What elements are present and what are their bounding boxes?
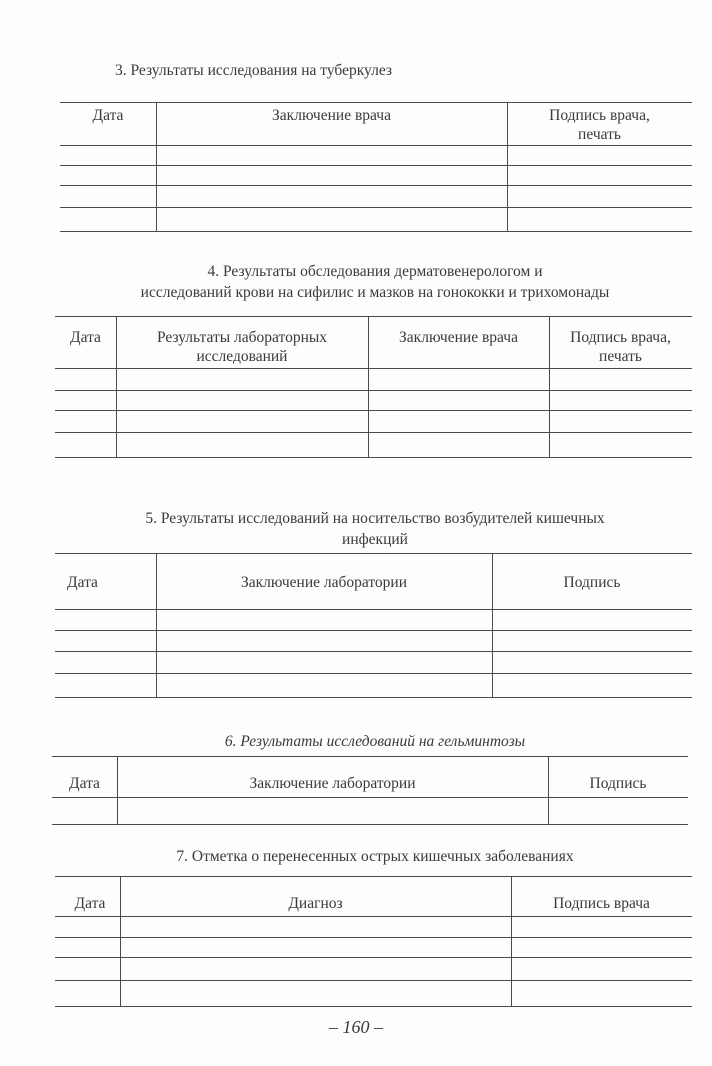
column-header-conclusion: Заключение врача bbox=[272, 107, 391, 124]
section-4-table bbox=[55, 316, 692, 458]
column-header-signature: Подпись врача, печать bbox=[549, 107, 650, 143]
column-header-date: Дата bbox=[67, 574, 98, 591]
section-3-table bbox=[60, 102, 692, 232]
column-header-date: Дата bbox=[92, 107, 124, 124]
section-6-title: 6. Результаты исследований на гельминтозы bbox=[224, 733, 526, 750]
section-7-table bbox=[55, 876, 692, 1007]
column-header-conclusion: Заключение врача bbox=[399, 329, 518, 346]
section-5-title: 5. Результаты исследований на носительство возбудителей кишечных инфекций bbox=[145, 510, 605, 548]
section-4-title: 4. Результаты обследования дерматовенерологом и исследований крови на сифилис и мазков на гонококки и трихомонады bbox=[140, 263, 610, 301]
column-header-signature: Подпись врача, печать bbox=[570, 329, 671, 365]
section-7-title: 7. Отметка о перенесенных острых кишечных заболеваниях bbox=[176, 848, 574, 865]
section-3-title: 3. Результаты исследования на туберкулез bbox=[115, 62, 393, 79]
section-6-table bbox=[52, 756, 688, 825]
column-header-date: Дата bbox=[74, 895, 106, 912]
column-header-doctor-signature: Подпись врача bbox=[553, 895, 650, 912]
column-header-signature: Подпись bbox=[589, 775, 647, 792]
column-header-date: Дата bbox=[69, 775, 100, 792]
column-header-signature: Подпись bbox=[563, 574, 621, 591]
column-header-date: Дата bbox=[70, 329, 101, 346]
column-header-lab-conclusion: Заключение лаборатории bbox=[249, 775, 416, 792]
column-header-lab-results: Результаты лабораторных исследований bbox=[156, 329, 328, 365]
page-number: – 160 – bbox=[329, 1017, 383, 1037]
column-header-lab-conclusion: Заключение лаборатории bbox=[240, 574, 408, 591]
column-header-diagnosis: Диагноз bbox=[288, 895, 343, 912]
section-5-table bbox=[55, 553, 692, 698]
